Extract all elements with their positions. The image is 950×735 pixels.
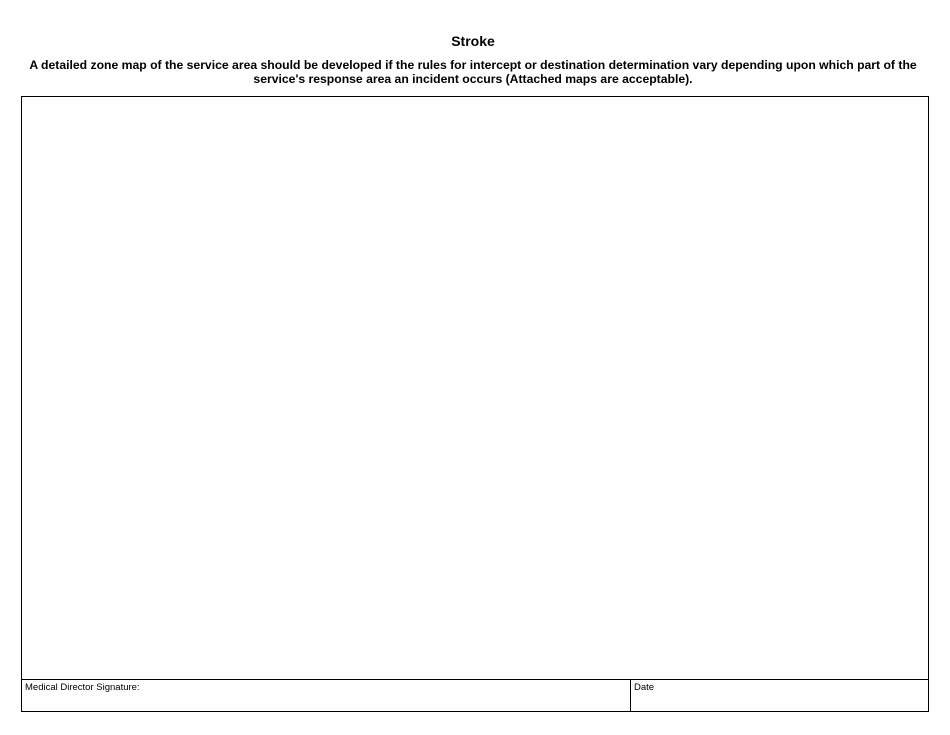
signature-field[interactable] <box>22 680 631 711</box>
signature-row <box>21 679 929 712</box>
zone-map-area[interactable] <box>21 96 929 679</box>
form-title: Stroke <box>451 33 495 49</box>
signature-label: Medical Director Signature: <box>25 682 140 693</box>
date-label: Date <box>634 682 655 693</box>
form-instructions: A detailed zone map of the service area should be developed if the rules for intercept or destination determination vary depending upon which part of the service's response area an incident occurs (Attached maps are acceptable). <box>29 58 917 86</box>
date-field[interactable] <box>631 680 928 711</box>
